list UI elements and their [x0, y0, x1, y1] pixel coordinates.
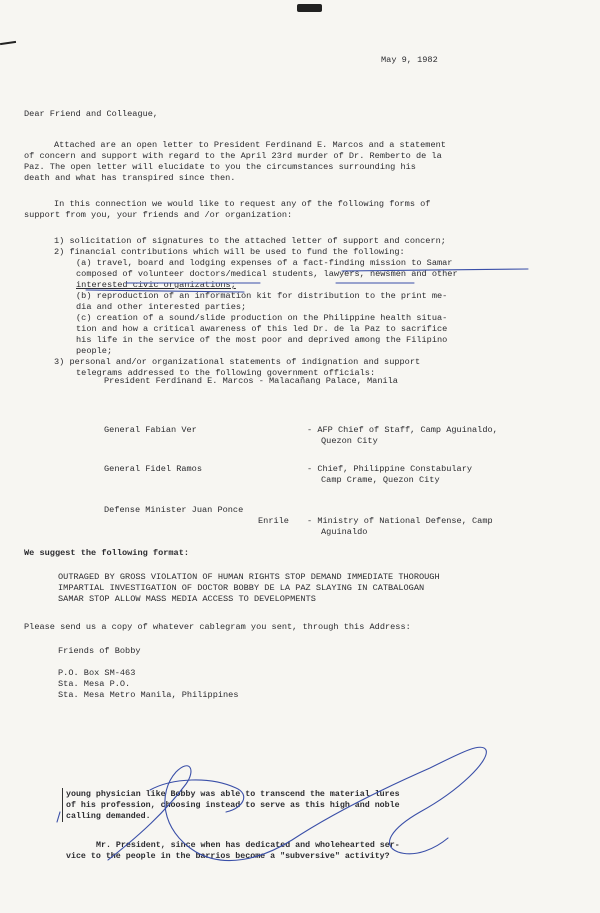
- list-item-2c-cont: his life in the service of the most poor and deprived among the Filipino: [76, 335, 448, 345]
- official-marcos: President Ferdinand E. Marcos - Malacañang Palace, Manila: [104, 376, 398, 386]
- request-line: In this connection we would like to request any of the following forms of: [54, 199, 431, 209]
- list-item-3: 3) personal and/or organizational statements of indignation and support: [54, 357, 421, 367]
- list-item-2c-cont: tion and how a critical awareness of this led Dr. de la Paz to sacrifice: [76, 324, 448, 334]
- official-ver-name: General Fabian Ver: [104, 425, 197, 435]
- list-item-3-cont: telegrams addressed to the following government officials:: [76, 368, 376, 378]
- list-item-2: 2) financial contributions which will be used to fund the following:: [54, 247, 405, 257]
- intro-line: Attached are an open letter to President Ferdinand E. Marcos and a statement: [54, 140, 446, 150]
- intro-line: of concern and support with regard to the April 23rd murder of Dr. Remberto de la: [24, 151, 442, 161]
- official-ramos-name: General Fidel Ramos: [104, 464, 202, 474]
- list-item-1: 1) solicitation of signatures to the attached letter of support and concern;: [54, 236, 446, 246]
- underline-fact-finding: [342, 269, 528, 271]
- official-ramos-title: - Chief, Philippine Constabulary Camp Crame, Quezon City: [307, 464, 473, 485]
- list-item-2a-cont: composed of volunteer doctors/medical students, lawyers, newsmen and other: [76, 269, 458, 279]
- return-address: Friends of Bobby P.O. Box SM-463 Sta. Mesa P.O. Sta. Mesa Metro Manila, Philippines: [58, 646, 239, 700]
- official-ver-title: - AFP Chief of Staff, Camp Aguinaldo, Quezon City: [307, 425, 498, 446]
- list-item-2c-cont: people;: [76, 346, 113, 356]
- margin-mark: [57, 812, 60, 822]
- intro-line: death and what has transpired since then.: [24, 173, 236, 183]
- official-enrile-title: - Ministry of National Defense, Camp Aguinaldo: [307, 516, 493, 537]
- salutation: Dear Friend and Colleague,: [24, 109, 159, 119]
- list-item-2a-cont: interested civic organizations;: [76, 280, 236, 290]
- signature-scribble: [108, 747, 486, 860]
- intro-line: Paz. The open letter will elucidate to you the circumstances surrounding his: [24, 162, 416, 172]
- list-item-2b: (b) reproduction of an information kit for distribution to the print me-: [76, 291, 448, 301]
- letter-date: May 9, 1982: [381, 55, 438, 65]
- quote-excerpt: young physician like Bobby was able to transcend the material lures of his profession, choosing instead to serve as this high and noble calling demanded.: [66, 790, 400, 821]
- signature-loop: [150, 780, 244, 812]
- closing-question: Mr. President, since when has dedicated and wholehearted ser- vice to the people in the barrios become a "subversive" activity?: [66, 841, 400, 861]
- list-item-2b-cont: dia and other interested parties;: [76, 302, 247, 312]
- underline-organizations: [86, 290, 244, 292]
- telegram-format: OUTRAGED BY GROSS VIOLATION OF HUMAN RIGHTS STOP DEMAND IMMEDIATE THOROUGH IMPARTIAL INVESTIGATION OF DOCTOR BOBBY DE LA PAZ SLAYING IN CATBALOGAN SAMAR STOP ALLOW MASS MEDIA ACCESS TO DEVELOPMENTS: [58, 572, 440, 604]
- please-send: Please send us a copy of whatever cablegram you sent, through this Address:: [24, 622, 411, 632]
- official-enrile-name: Defense Minister Juan Ponce Enrile: [104, 505, 289, 526]
- suggest-heading: We suggest the following format:: [24, 548, 190, 558]
- list-item-2a: (a) travel, board and lodging expenses of a fact-finding mission to Samar: [76, 258, 453, 268]
- list-item-2c: (c) creation of a sound/slide production on the Philippine health situa-: [76, 313, 448, 323]
- request-line: support from you, your friends and /or organization:: [24, 210, 293, 220]
